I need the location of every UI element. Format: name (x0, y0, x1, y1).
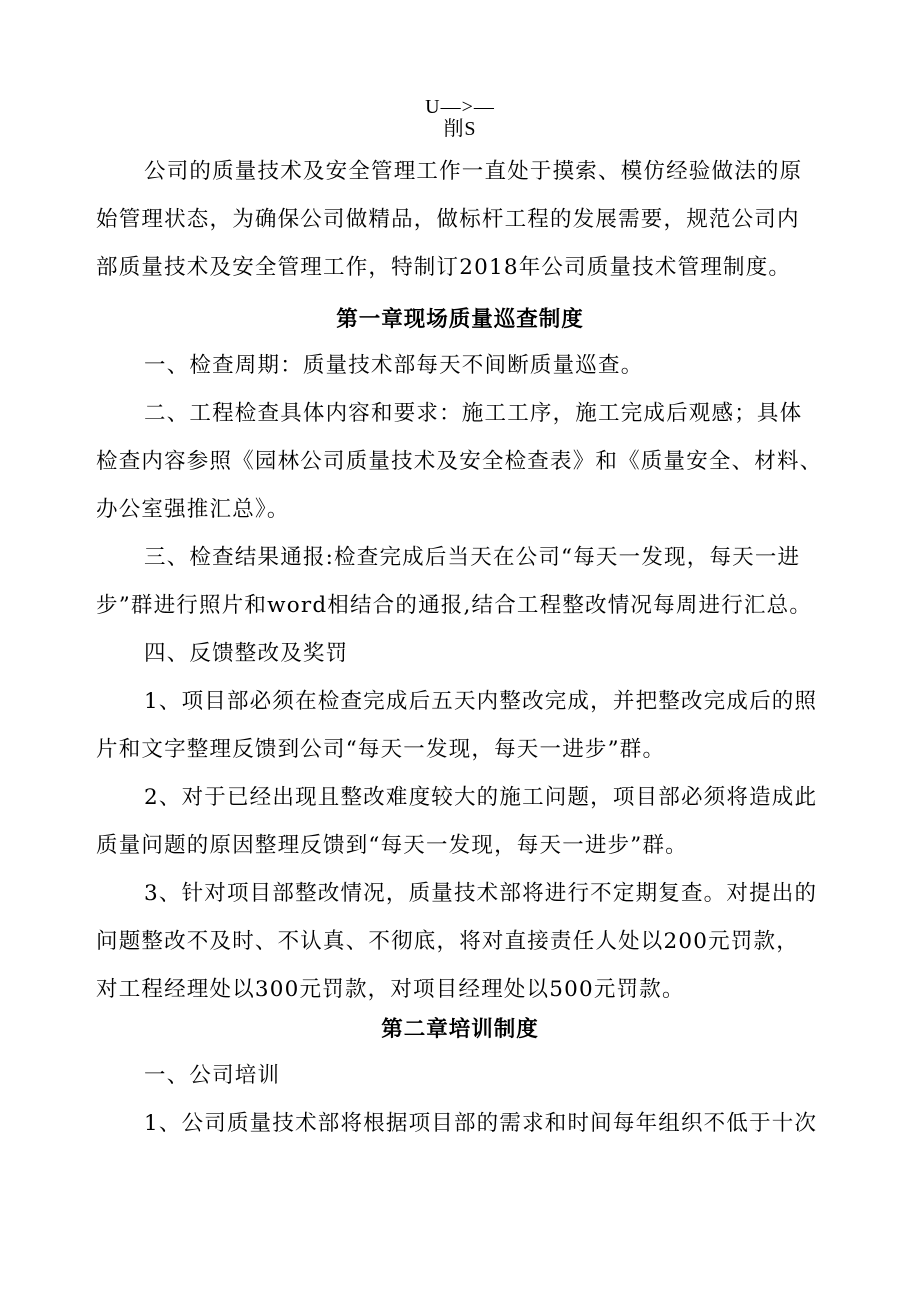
paragraph-line: 质量问题的原因整理反馈到“每天一发现，每天一进步”群。 (96, 833, 688, 858)
paragraph-line: 检查内容参照《园林公司质量技术及安全检查表》和《质量安全、材料、 (96, 449, 823, 474)
paragraph-line: 步”群进行照片和word相结合的通报,结合工程整改情况每周进行汇总。 (96, 593, 813, 618)
chapter-1-title: 第一章现场质量巡查制度 (336, 307, 584, 332)
paragraph-line: 一、检查周期：质量技术部每天不间断质量巡查。 (144, 353, 644, 378)
chapter-2-title: 第二章培训制度 (381, 1017, 539, 1042)
paragraph-line: 2、对于已经出现且整改难度较大的施工问题，项目部必须将造成此 (144, 785, 818, 810)
paragraph-line: 片和文字整理反馈到公司“每天一发现，每天一进步”群。 (96, 737, 666, 762)
paragraph-line: 3、针对项目部整改情况，质量技术部将进行不定期复查。对提出的 (144, 881, 818, 906)
paragraph-line: 部质量技术及安全管理工作，特制订2018年公司质量技术管理制度。 (96, 255, 792, 280)
paragraph-line: 三、检查结果通报:检查完成后当天在公司“每天一发现，每天一进 (144, 545, 801, 570)
paragraph-line: 问题整改不及时、不认真、不彻底，将对直接责任人处以200元罚款， (96, 929, 799, 954)
chapter-2-body (96, 1052, 832, 1148)
paragraph-line: 二、工程检查具体内容和要求：施工工序，施工完成后观感；具体 (144, 401, 803, 426)
header-mark-line-1: U—>— (425, 96, 495, 118)
header-mark-line-2: 削S (443, 118, 477, 140)
paragraph-line: 办公室强推汇总》。 (96, 497, 290, 522)
paragraph-line: 公司的质量技术及安全管理工作一直处于摸索、模仿经验做法的原 (144, 159, 803, 184)
chapter-1-body (96, 342, 832, 1014)
intro-paragraph (96, 148, 832, 292)
paragraph-line: 1、公司质量技术部将根据项目部的需求和时间每年组织不低于十次 (144, 1111, 818, 1136)
paragraph-line: 1、项目部必须在检查完成后五天内整改完成，并把整改完成后的照 (144, 689, 818, 714)
paragraph-line: 对工程经理处以300元罚款，对项目经理处以500元罚款。 (96, 977, 685, 1002)
paragraph-line: 始管理状态，为确保公司做精品，做标杆工程的发展需要，规范公司内 (96, 207, 800, 232)
paragraph-line: 一、公司培训 (144, 1063, 281, 1088)
paragraph-line: 四、反馈整改及奖罚 (144, 641, 349, 666)
